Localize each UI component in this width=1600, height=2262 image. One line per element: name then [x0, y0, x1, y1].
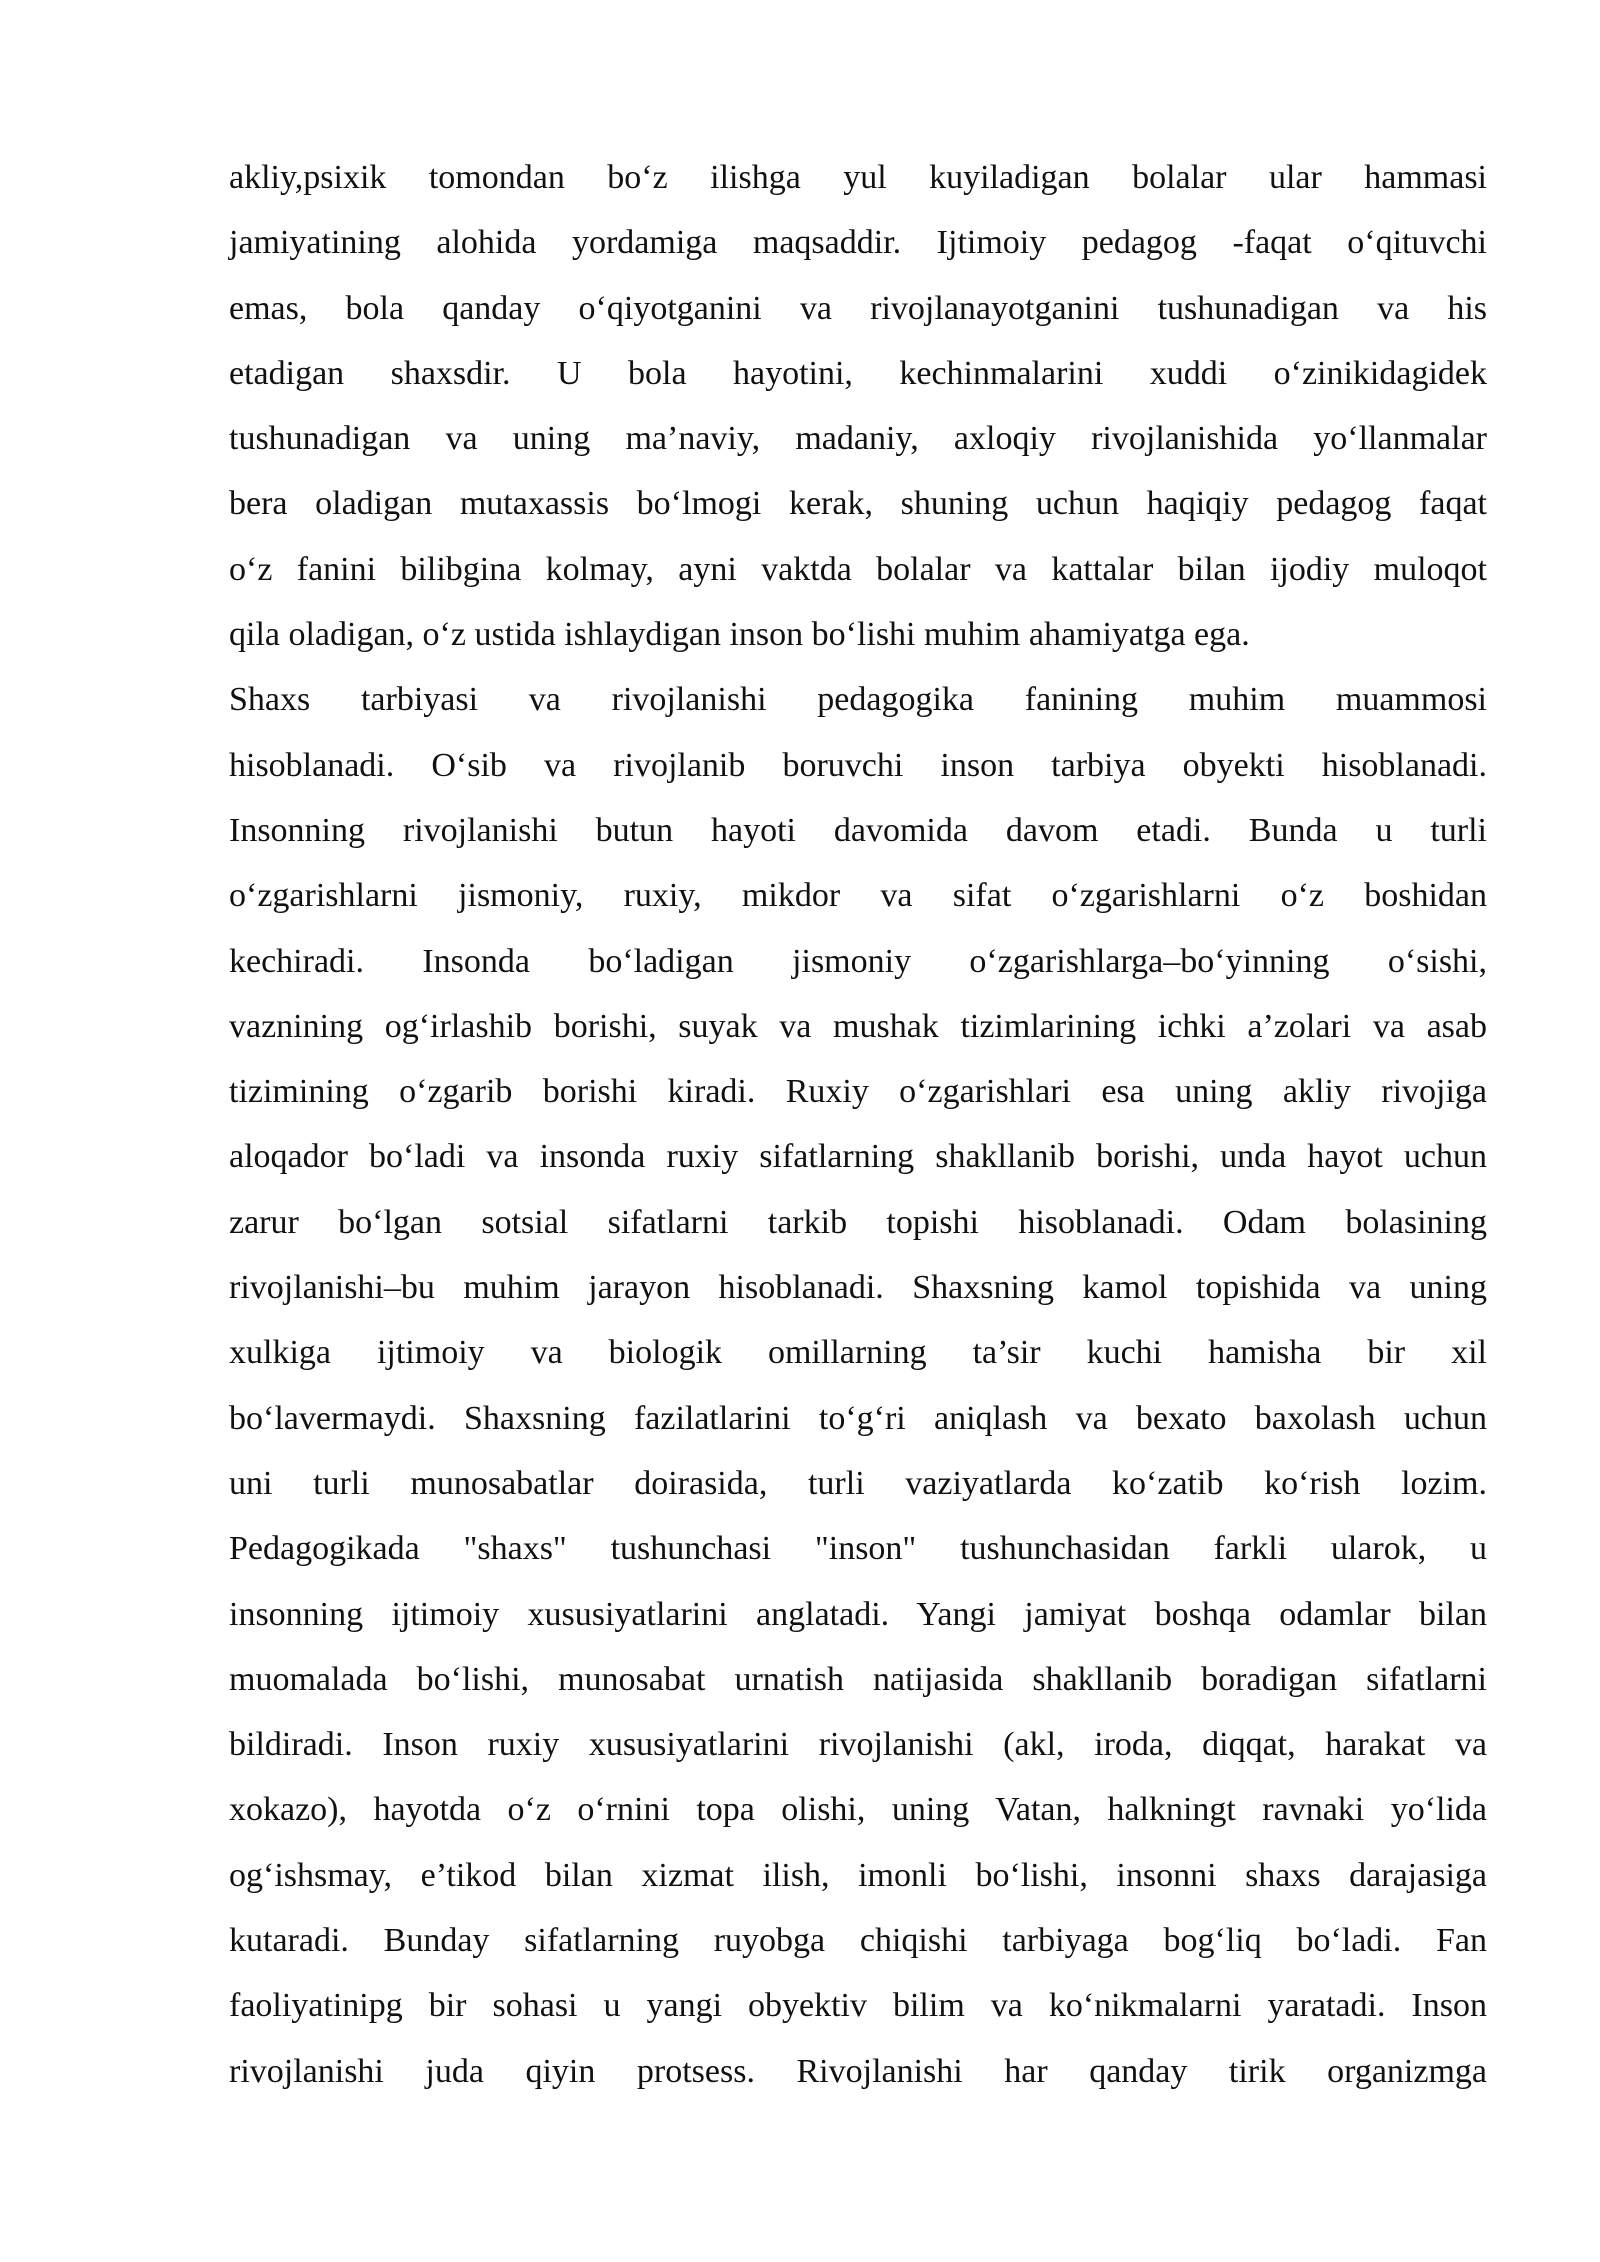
text-line: jamiyatining alohida yordamiga maqsaddir. Ijtimoiy pedagog -faqat o‘qituvchi [229, 224, 1487, 262]
text-line: rivojlanishi juda qiyin protsess. Rivojlanishi har qanday tirik organizmga [229, 2052, 1487, 2090]
text-line: bo‘lavermaydi. Shaxsning fazilatlarini to‘g‘ri aniqlash va bexato baxolash uchun [229, 1399, 1487, 1437]
text-line: o‘zgarishlarni jismoniy, ruxiy, mikdor va sifat o‘zgarishlarni o‘z boshidan [229, 877, 1487, 915]
text-line: kechiradi. Insonda bo‘ladigan jismoniy o‘zgarishlarga–bo‘yinning o‘sishi, [229, 942, 1487, 980]
text-line: aloqador bo‘ladi va insonda ruxiy sifatlarning shakllanib borishi, unda hayot uchun [229, 1138, 1487, 1176]
text-line: hisoblanadi. O‘sib va rivojlanib boruvchi inson tarbiya obyekti hisoblanadi. [229, 746, 1487, 784]
text-line: faoliyatinipg bir sohasi u yangi obyektiv bilim va ko‘nikmalarni yaratadi. Inson [229, 1987, 1487, 2025]
text-line: Shaxs tarbiyasi va rivojlanishi pedagogika fanining muhim muammosi [229, 681, 1487, 719]
text-line: Insonning rivojlanishi butun hayoti davomida davom etadi. Bunda u turli [229, 811, 1487, 849]
text-line: kutaradi. Bunday sifatlarning ruyobga chiqishi tarbiyaga bog‘liq bo‘ladi. Fan [229, 1922, 1487, 1960]
text-line: bildiradi. Inson ruxiy xususiyatlarini rivojlanishi (akl, iroda, diqqat, harakat va [229, 1726, 1487, 1764]
text-line: akliy,psixik tomondan bo‘z ilishga yul kuyiladigan bolalar ular hammasi [229, 159, 1487, 196]
text-line: xokazo), hayotda o‘z o‘rnini topa olishi, uning Vatan, halkningt ravnaki yo‘lida [229, 1791, 1487, 1829]
document-page [229, 145, 1487, 2104]
text-line: vaznining og‘irlashib borishi, suyak va mushak tizimlarining ichki a’zolari va asab [229, 1007, 1487, 1045]
text-line: etadigan shaxsdir. U bola hayotini, kechinmalarini xuddi o‘zinikidagidek [229, 354, 1487, 392]
text-line: xulkiga ijtimoiy va biologik omillarning ta’sir kuchi hamisha bir xil [229, 1334, 1487, 1372]
text-line: rivojlanishi–bu muhim jarayon hisoblanadi. Shaxsning kamol topishida va uning [229, 1269, 1487, 1307]
text-line: og‘ishsmay, e’tikod bilan xizmat ilish, imonli bo‘lishi, insonni shaxs darajasiga [229, 1856, 1487, 1894]
paragraph-2 [229, 667, 1487, 2104]
text-line: bera oladigan mutaxassis bo‘lmogi kerak, shuning uchun haqiqiy pedagog faqat [229, 485, 1487, 523]
text-line: muomalada bo‘lishi, munosabat urnatish natijasida shakllanib boradigan sifatlarni [229, 1660, 1487, 1698]
text-line: zarur bo‘lgan sotsial sifatlarni tarkib topishi hisoblanadi. Odam bolasining [229, 1203, 1487, 1241]
text-line: emas, bola qanday o‘qiyotganini va rivojlanayotganini tushunadigan va his [229, 289, 1487, 327]
text-line: insonning ijtimoiy xususiyatlarini anglatadi. Yangi jamiyat boshqa odamlar bilan [229, 1595, 1487, 1633]
text-line: qila oladigan, o‘z ustida ishlaydigan inson bo‘lishi muhim ahamiyatga ega. [229, 616, 1250, 654]
text-line: tushunadigan va uning ma’naviy, madaniy, axloqiy rivojlanishida yo‘llanmalar [229, 420, 1487, 458]
text-line: tizimining o‘zgarib borishi kiradi. Ruxiy o‘zgarishlari esa uning akliy rivojiga [229, 1073, 1487, 1111]
text-line: Pedagogikada "shaxs" tushunchasi "inson" tushunchasidan farkli ularok, u [229, 1530, 1487, 1568]
paragraph-1 [229, 145, 1487, 667]
text-line: o‘z fanini bilibgina kolmay, ayni vaktda bolalar va kattalar bilan ijodiy muloqot [229, 550, 1487, 588]
text-line: uni turli munosabatlar doirasida, turli vaziyatlarda ko‘zatib ko‘rish lozim. [229, 1464, 1487, 1502]
